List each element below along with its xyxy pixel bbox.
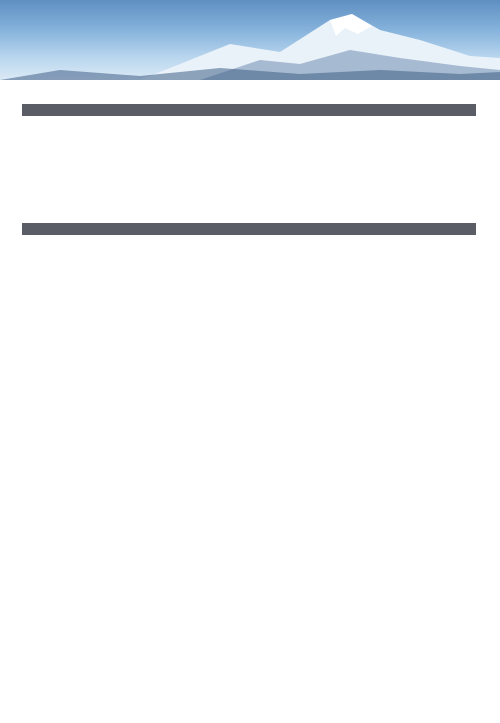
main-band (22, 223, 476, 235)
mountain-illustration (0, 0, 500, 80)
preface-band (22, 104, 476, 116)
header-banner (0, 0, 500, 80)
